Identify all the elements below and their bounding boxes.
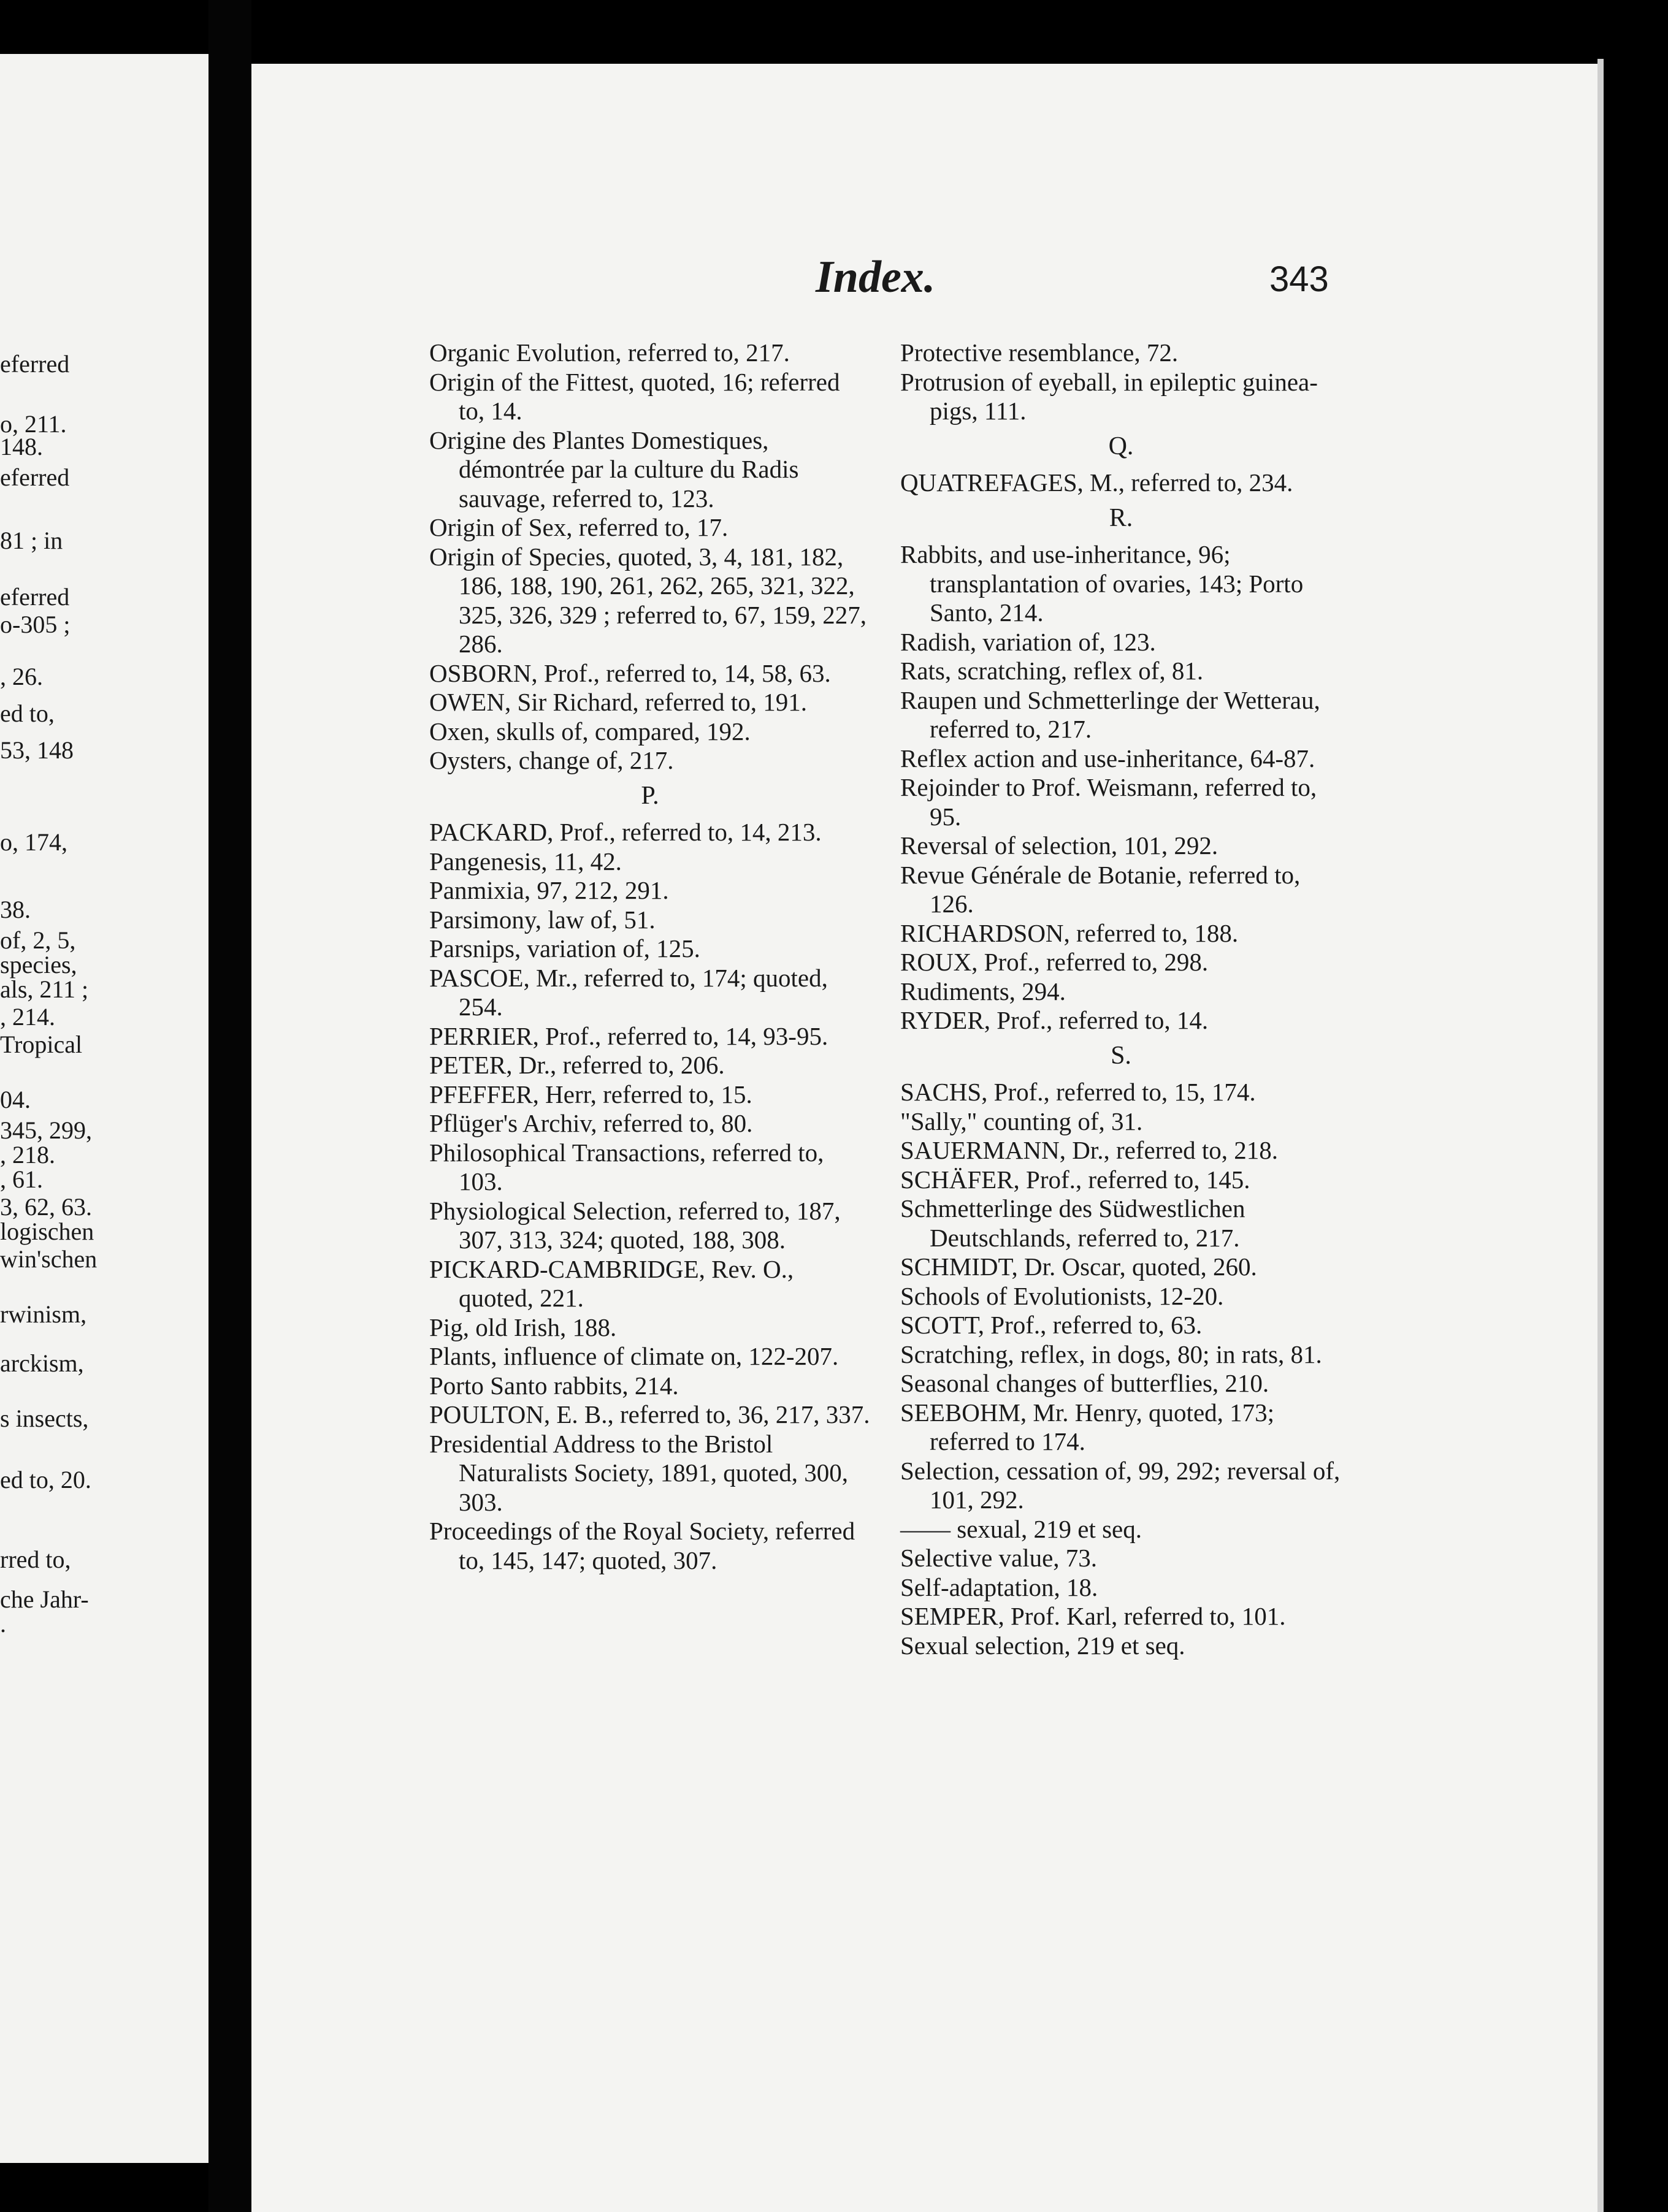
index-entry: SAUERMANN, Dr., referred to, 218. (900, 1136, 1279, 1164)
facing-page-text: , 26. (0, 663, 43, 690)
section-letter: P. (641, 781, 659, 810)
index-entry: Reflex action and use-inheritance, 64-87. (900, 744, 1315, 772)
facing-page-text: s insects, (0, 1405, 89, 1432)
facing-page-text: che Jahr- (0, 1585, 89, 1613)
index-entry: Philosophical Transactions, referred to, 103. (429, 1138, 824, 1196)
facing-page-text: 3, 62, 63. (0, 1193, 92, 1221)
scan-border-right (1604, 0, 1668, 2212)
facing-page-text: als, 211 ; (0, 975, 89, 1003)
scan-border-top (251, 0, 1607, 64)
index-entry: PICKARD-CAMBRIDGE, Rev. O., quoted, 221. (429, 1254, 794, 1312)
facing-page-text: 81 ; in (0, 527, 63, 554)
index-entry: SEMPER, Prof. Karl, referred to, 101. (900, 1602, 1286, 1630)
index-entry: ROUX, Prof., referred to, 298. (900, 948, 1209, 976)
index-entry: Panmixia, 97, 212, 291. (429, 876, 669, 904)
facing-page-text: Tropical (0, 1031, 83, 1058)
index-entry: Pig, old Irish, 188. (429, 1313, 617, 1341)
index-entry: Parsimony, law of, 51. (429, 905, 656, 934)
section-letter: S. (1111, 1041, 1131, 1070)
index-entry: Porto Santo rabbits, 214. (429, 1371, 679, 1400)
index-entry: Proceedings of the Royal Society, referred to, 145, 147; quoted, 307. (429, 1517, 855, 1574)
facing-page-text: ed to, 20. (0, 1466, 91, 1493)
facing-page-text: win'schen (0, 1245, 98, 1273)
index-entry: Physiological Selection, referred to, 187, 307, 313, 324; quoted, 188, 308. (429, 1196, 841, 1254)
index-entry: QUATREFAGES, M., referred to, 234. (900, 468, 1293, 497)
facing-page-text: , 218. (0, 1141, 55, 1169)
facing-page-text: 148. (0, 433, 43, 460)
facing-page-text: 345, 299, (0, 1116, 92, 1144)
index-entry: PASCOE, Mr., referred to, 174; quoted, 254. (429, 963, 828, 1021)
index-entry: Rabbits, and use-inheritance, 96; transplantation of ovaries, 143; Porto Santo, 214. (900, 540, 1304, 627)
facing-page-text: , 61. (0, 1165, 43, 1193)
facing-page-text: . (0, 1610, 6, 1638)
index-entry: Selection, cessation of, 99, 292; reversal of, 101, 292. (900, 1456, 1341, 1514)
running-head: Index. (816, 252, 936, 302)
index-entry: PERRIER, Prof., referred to, 14, 93-95. (429, 1021, 828, 1050)
facing-page-text: eferred (0, 583, 70, 611)
index-entry: Parsnips, variation of, 125. (429, 934, 700, 963)
facing-page-text: eferred (0, 463, 70, 491)
index-entry: Rejoinder to Prof. Weismann, referred to, 95. (900, 773, 1317, 831)
index-entry: SEEBOHM, Mr. Henry, quoted, 173; referred to 174. (900, 1398, 1275, 1455)
index-entry: Origin of the Fittest, quoted, 16; referred to, 14. (429, 367, 840, 425)
index-entry: Presidential Address to the Bristol Naturalists Society, 1891, quoted, 300, 303. (429, 1429, 849, 1516)
facing-page-text: 38. (0, 896, 31, 923)
facing-page-text: rwinism, (0, 1300, 87, 1328)
index-entry: POULTON, E. B., referred to, 36, 217, 337. (429, 1400, 870, 1428)
index-entry: RYDER, Prof., referred to, 14. (900, 1006, 1209, 1034)
index-entry: "Sally," counting of, 31. (900, 1107, 1143, 1135)
index-entry: Radish, variation of, 123. (900, 627, 1156, 656)
facing-page-text: o-305 ; (0, 611, 71, 638)
page-number: 343 (1269, 259, 1329, 299)
index-entry: SACHS, Prof., referred to, 15, 174. (900, 1078, 1256, 1106)
index-entry: Schmetterlinge des Südwestlichen Deutschlands, referred to, 217. (900, 1194, 1245, 1252)
index-entry: Plants, influence of climate on, 122-207. (429, 1342, 839, 1370)
index-entry: PFEFFER, Herr, referred to, 15. (429, 1080, 752, 1108)
facing-page-text: , 214. (0, 1003, 55, 1031)
facing-page-text: 53, 148 (0, 736, 74, 764)
facing-page-text: eferred (0, 350, 70, 378)
index-entry: Revue Générale de Botanie, referred to, 126. (900, 860, 1301, 918)
index-entry: PETER, Dr., referred to, 206. (429, 1051, 725, 1079)
facing-page-text: species, (0, 951, 77, 978)
index-entry: OWEN, Sir Richard, referred to, 191. (429, 688, 807, 716)
page-edge (1597, 59, 1604, 2212)
index-entry: PACKARD, Prof., referred to, 14, 213. (429, 818, 822, 846)
index-entry: Protective resemblance, 72. (900, 338, 1179, 367)
index-entry: Rats, scratching, reflex of, 81. (900, 657, 1204, 685)
facing-page-text: logischen (0, 1218, 94, 1245)
index-entry: Pflüger's Archiv, referred to, 80. (429, 1109, 753, 1137)
facing-page-text: ed to, (0, 700, 55, 727)
index-entry: Schools of Evolutionists, 12-20. (900, 1281, 1224, 1310)
index-entry: Seasonal changes of butterflies, 210. (900, 1369, 1269, 1397)
index-entry: —— sexual, 219 et seq. (900, 1514, 1142, 1543)
index-entry: Self-adaptation, 18. (900, 1573, 1098, 1601)
facing-page-text: arckism, (0, 1349, 84, 1377)
facing-page-text: 04. (0, 1086, 31, 1113)
facing-page-text: o, 211. (0, 410, 67, 438)
index-entry: SCOTT, Prof., referred to, 63. (900, 1311, 1203, 1339)
index-entry: Reversal of selection, 101, 292. (900, 831, 1218, 860)
index-entry: Origin of Sex, referred to, 17. (429, 513, 729, 541)
index-column-right (900, 338, 1342, 1660)
section-letter: R. (1109, 503, 1133, 532)
index-entry: Scratching, reflex, in dogs, 80; in rats, 81. (900, 1340, 1322, 1368)
index-entry: Selective value, 73. (900, 1544, 1098, 1572)
index-entry: Oysters, change of, 217. (429, 746, 674, 774)
index-entry: Oxen, skulls of, compared, 192. (429, 717, 751, 746)
book-gutter (208, 0, 251, 2212)
index-entry: SCHÄFER, Prof., referred to, 145. (900, 1165, 1250, 1194)
index-entry: OSBORN, Prof., referred to, 14, 58, 63. (429, 658, 831, 687)
index-entry: RICHARDSON, referred to, 188. (900, 918, 1239, 947)
facing-page-text: o, 174, (0, 828, 67, 856)
index-entry: SCHMIDT, Dr. Oscar, quoted, 260. (900, 1253, 1257, 1281)
index-entry: Organic Evolution, referred to, 217. (429, 338, 790, 367)
index-entry: Raupen und Schmetterlinge der Wetterau, referred to, 217. (900, 685, 1320, 743)
index-entry: Sexual selection, 219 et seq. (900, 1631, 1185, 1660)
index-column-left (429, 338, 871, 1575)
index-entry: Protrusion of eyeball, in epileptic guinea-pigs, 111. (900, 367, 1318, 425)
index-entry: Rudiments, 294. (900, 977, 1066, 1005)
facing-page-fragment (0, 54, 208, 2163)
index-entry: Origin of Species, quoted, 3, 4, 181, 182, 186, 188, 190, 261, 262, 265, 321, 322, 325, 326, 329 ; referred to, 67, 159, 227, 286. (429, 542, 867, 658)
index-entry: Pangenesis, 11, 42. (429, 847, 622, 875)
section-letter: Q. (1108, 432, 1134, 460)
index-entry: Origine des Plantes Domestiques, démontrée par la culture du Radis sauvage, referred to, 123. (429, 425, 799, 513)
facing-page-text: of, 2, 5, (0, 926, 76, 954)
facing-page-text: rred to, (0, 1546, 71, 1573)
